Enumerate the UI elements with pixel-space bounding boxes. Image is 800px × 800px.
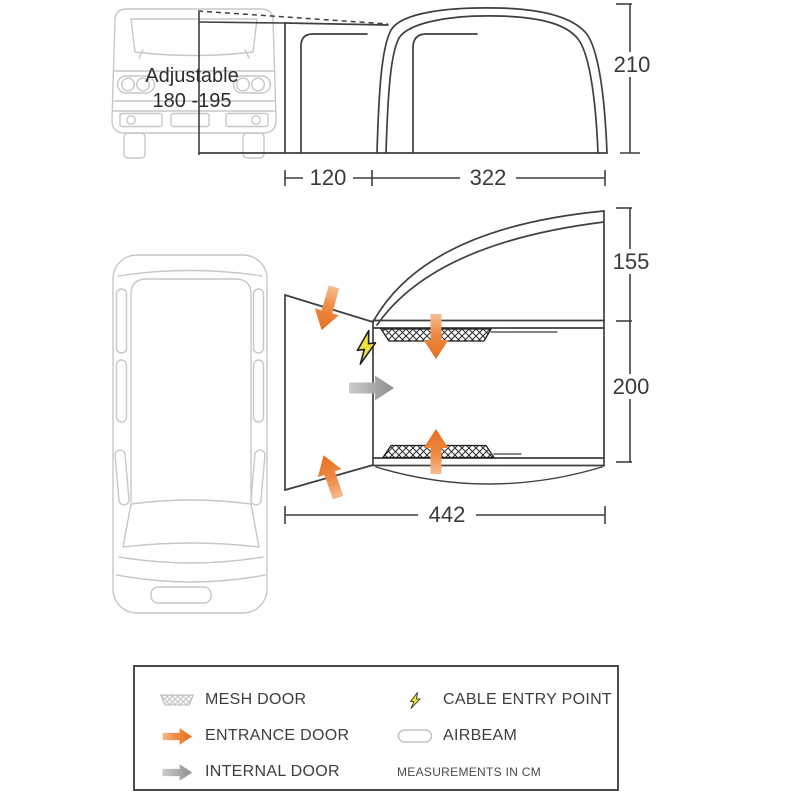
entrance-arrow-tunnel-top: [310, 283, 346, 333]
dim-155-label: 155: [612, 249, 650, 274]
legend-label: INTERNAL DOOR: [205, 763, 340, 780]
legend-label: CABLE ENTRY POINT: [443, 691, 612, 708]
main-door-line: [413, 34, 477, 153]
legend-label: ENTRANCE DOOR: [205, 727, 350, 744]
legend-item-cable-entry-point: [397, 687, 612, 713]
adjustable-label-line2: 180 -195: [152, 90, 232, 112]
cable-entry-bolt-icon: [355, 330, 378, 364]
legend-item-entrance-door: [159, 723, 349, 749]
entrance-door-icon: [159, 725, 195, 748]
front-skirt-curve: [376, 467, 602, 484]
legend-label: AIRBEAM: [443, 727, 518, 744]
internal-door-icon: [159, 761, 195, 784]
legend-box: [133, 665, 619, 791]
dimension-322: [460, 165, 516, 190]
internal-door-arrow: [349, 376, 394, 401]
dimension-200: [605, 374, 655, 399]
dimension-155: [605, 249, 655, 274]
legend-label: MESH DOOR: [205, 691, 307, 708]
dimension-depth-line: [616, 208, 632, 462]
canopy-arc-inner: [377, 222, 604, 325]
legend-item-airbeam: [397, 723, 517, 749]
mesh-door-icon: [159, 693, 195, 708]
airbeam-outer: [377, 8, 607, 153]
van-top-view: [113, 255, 267, 613]
floor-plan: [113, 208, 655, 613]
awning-side-profile: [199, 8, 607, 153]
airbeam-icon: [397, 728, 433, 744]
dim-210-label: 210: [613, 52, 651, 77]
dim-120-label: 120: [309, 165, 347, 190]
dim-442-label: 442: [428, 502, 466, 527]
legend-item-mesh-door: [159, 687, 306, 713]
entrance-arrow-tunnel-bottom: [312, 451, 350, 502]
legend-item-internal-door: [159, 759, 340, 785]
adjustable-label-line1: Adjustable: [145, 65, 239, 87]
cable-entry-point-icon: [397, 688, 433, 713]
dimension-120: [303, 165, 353, 190]
dimension-442: [285, 502, 605, 527]
dim-322-label: 322: [469, 165, 507, 190]
tunnel-door-line: [301, 34, 367, 153]
dim-200-label: 200: [612, 374, 650, 399]
side-view: [112, 4, 654, 190]
dimension-210: [606, 4, 654, 153]
measurements-note: MEASUREMENTS IN CM: [397, 765, 542, 779]
